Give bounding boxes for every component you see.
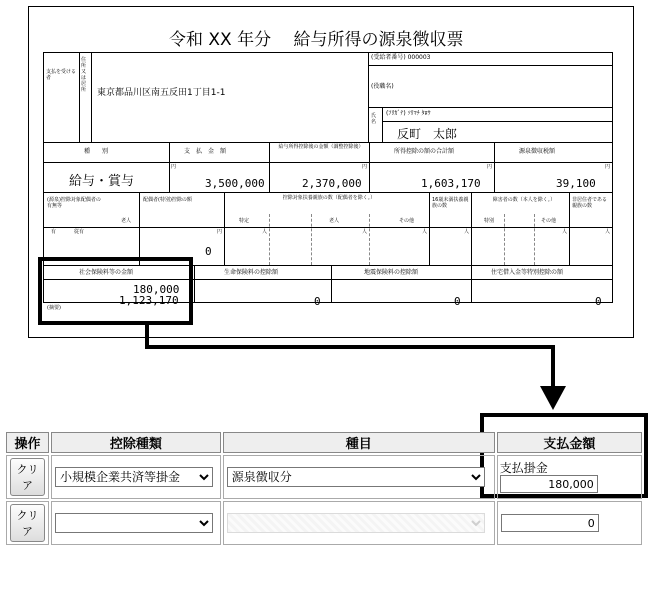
arrow-down-icon <box>540 386 566 410</box>
recipient-no: (受給者番号) 000003 <box>371 54 431 61</box>
sub-other: その他 <box>399 218 415 224</box>
payment-amount-input[interactable] <box>501 514 599 532</box>
clear-button[interactable]: クリア <box>10 458 45 496</box>
item-cell <box>223 455 495 499</box>
sub-yes: 有 <box>51 229 57 235</box>
col-withholding-label: 源泉徴収税額 <box>519 148 556 155</box>
social-insurance-label: 社会保険料等の金額 <box>79 269 134 276</box>
name-kana: (ﾌﾘｶﾞﾅ) ｿﾘﾏﾁ ﾀﾛｳ <box>386 110 431 117</box>
table-row <box>6 455 642 499</box>
payee-side-label: 支払を受ける者 <box>46 69 77 81</box>
under16-label: 16歳未満扶養親族の数 <box>432 197 469 209</box>
yen-mark: 円 <box>362 164 368 170</box>
yen-mark: 円 <box>605 164 611 170</box>
sub-old: 従有 <box>74 229 85 235</box>
type-value: 給与・賞与 <box>69 174 135 189</box>
disabled-label: 障害者の数（本人を除く。） <box>492 197 556 203</box>
earthquake-label: 地震保険料の控除額 <box>364 269 419 276</box>
header-deduction-type: 控除種類 <box>51 432 221 453</box>
address: 東京都品川区南五反田1丁目1-1 <box>97 88 226 98</box>
dependents-label: 控除対象扶養親族の数（配偶者を除く。） <box>282 195 376 201</box>
summary-label: (摘要) <box>47 305 61 311</box>
person-mark: 人 <box>464 229 470 235</box>
clear-button[interactable]: クリア <box>10 504 45 542</box>
deduction-type-cell <box>51 455 221 499</box>
deduction-table <box>4 430 644 547</box>
life-insurance-amount: 0 <box>314 295 321 308</box>
connector-line-down <box>551 345 555 390</box>
name-label: 氏名 <box>371 113 377 125</box>
yen-mark: 円 <box>171 164 177 170</box>
spouse-label: (源泉)控除対象配偶者の有無等 <box>47 197 101 209</box>
header-operation: 操作 <box>6 432 49 453</box>
spouse-deduction-amount: 0 <box>205 245 212 258</box>
connector-line-horizontal <box>145 345 555 349</box>
header-payment-amount: 支払金額 <box>497 432 642 453</box>
social-insurance-amount-2: 1,123,170 <box>119 294 179 307</box>
deduction-type-cell <box>51 501 221 545</box>
payment-amount-cell <box>497 501 642 545</box>
sub-elder-2: 老人 <box>329 218 340 224</box>
highlight-social-insurance <box>38 257 193 325</box>
social-insurance-amount-1: 180,000 <box>133 283 180 296</box>
person-mark: 人 <box>562 229 568 235</box>
deduction-type-select[interactable] <box>55 467 213 487</box>
col-payment-label: 支 払 金 額 <box>184 148 227 155</box>
sub-special: 特別 <box>484 218 495 224</box>
table-row <box>6 501 642 545</box>
payment-amount-input[interactable] <box>500 475 598 493</box>
item-select[interactable] <box>227 513 485 533</box>
yen-mark: 円 <box>487 164 493 170</box>
payment-amount-cell <box>497 455 642 499</box>
person-mark: 人 <box>422 229 428 235</box>
address-label: 住所又は居所 <box>81 57 87 93</box>
life-insurance-label: 生命保険料の控除額 <box>224 269 279 276</box>
item-cell <box>223 501 495 545</box>
operation-cell <box>6 501 49 545</box>
nonresident-label: 非居住者である親族の数 <box>572 197 608 209</box>
col-after-deduction-label: 給与所得控除後の金額（調整控除後） <box>278 144 364 150</box>
operation-cell <box>6 455 49 499</box>
sub-specific: 特定 <box>239 218 250 224</box>
employee-name: 反町 太郎 <box>397 127 458 141</box>
item-select[interactable] <box>227 467 485 487</box>
person-mark: 人 <box>362 229 368 235</box>
header-item: 種目 <box>223 432 495 453</box>
housing-loan-amount: 0 <box>595 295 602 308</box>
deduction-type-select[interactable] <box>55 513 213 533</box>
table-header-row <box>6 432 642 453</box>
yen-mark: 円 <box>217 229 223 235</box>
after-deduction-amount: 2,370,000 <box>302 177 362 190</box>
sub-elder: 老人 <box>121 218 132 224</box>
col-total-deduction-label: 所得控除の額の合計額 <box>394 148 455 155</box>
withholding-amount: 39,100 <box>556 177 596 190</box>
amount-caption: 支払掛金 <box>499 461 548 475</box>
total-deduction-amount: 1,603,170 <box>421 177 481 190</box>
person-mark: 人 <box>605 229 611 235</box>
payment-amount: 3,500,000 <box>205 177 265 190</box>
housing-loan-label: 住宅借入金等特別控除の額 <box>491 269 564 276</box>
person-mark: 人 <box>262 229 268 235</box>
sub-other-2: その他 <box>541 218 557 224</box>
col-type-label: 種 別 <box>84 148 109 155</box>
job-label: (役職名) <box>371 83 394 90</box>
form-title: 令和 XX 年分 給与所得の源泉徴収票 <box>169 30 464 50</box>
spouse-deduction-label: 配偶者(特別)控除の額 <box>143 197 192 203</box>
earthquake-amount: 0 <box>454 295 461 308</box>
